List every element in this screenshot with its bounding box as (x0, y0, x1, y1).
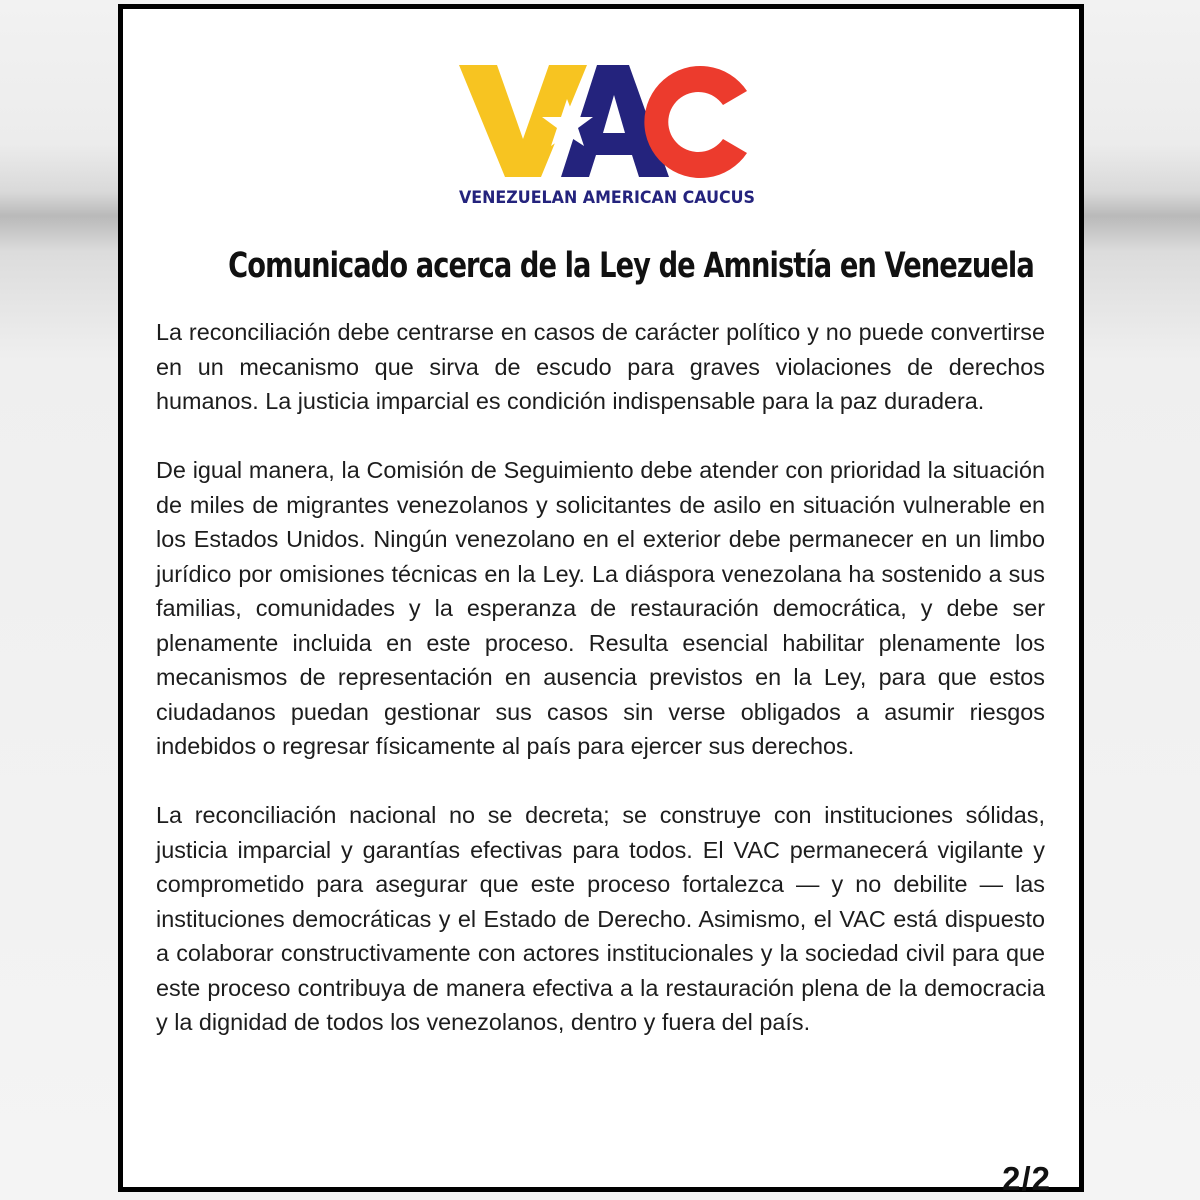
logo-tagline: VENEZUELAN AMERICAN CAUCUS (459, 188, 755, 208)
paragraph-2: De igual manera, la Comisión de Seguimiento debe atender con prioridad la situación de miles de migrantes venezolanos y solicitantes de asilo en situación vulnerable en los Estados Unidos. Ningún venezolano en el exterior debe permanecer en un limbo jurídico por omisiones técnicas en la Ley. La diáspora venezolana ha sostenido a sus familias, comunidades y la esperanza de restauración democrática, y debe ser plenamente incluida en este proceso. Resulta esencial habilitar plenamente los mecanismos de representación en ausencia previstos en la Ley, para que estos ciudadanos puedan gestionar sus casos sin verse obligados a asumir riesgos indebidos o regresar físicamente al país para ejercer sus derechos. (156, 457, 1045, 759)
vac-logo (457, 51, 757, 211)
paragraph-3: La reconciliación nacional no se decreta; se construye con instituciones sólidas, justicia imparcial y garantías efectivas para todos. El VAC permanecerá vigilante y comprometido para asegurar que este proceso fortalezca — y no debilite — las instituciones democráticas y el Estado de Derecho. Asimismo, el VAC está dispuesto a colaborar constructivamente con actores institucionales y la sociedad civil para que este proceso contribuya de manera efectiva a la restauración plena de la democracia y la dignidad de todos los venezolanos, dentro y fuera del país. (156, 802, 1045, 1035)
page-title: Comunicado acerca de la Ley de Amnistía en Venezuela (228, 246, 1034, 286)
page-number: 2/2 (1002, 1160, 1051, 1197)
paragraph-1: La reconciliación debe centrarse en casos de carácter político y no puede convertirse en un mecanismo que sirva de escudo para graves violaciones de derechos humanos. La justicia imparcial es condición indispensable para la paz duradera. (156, 319, 1045, 414)
document-page (123, 9, 1079, 1197)
document-body (156, 315, 1045, 1074)
